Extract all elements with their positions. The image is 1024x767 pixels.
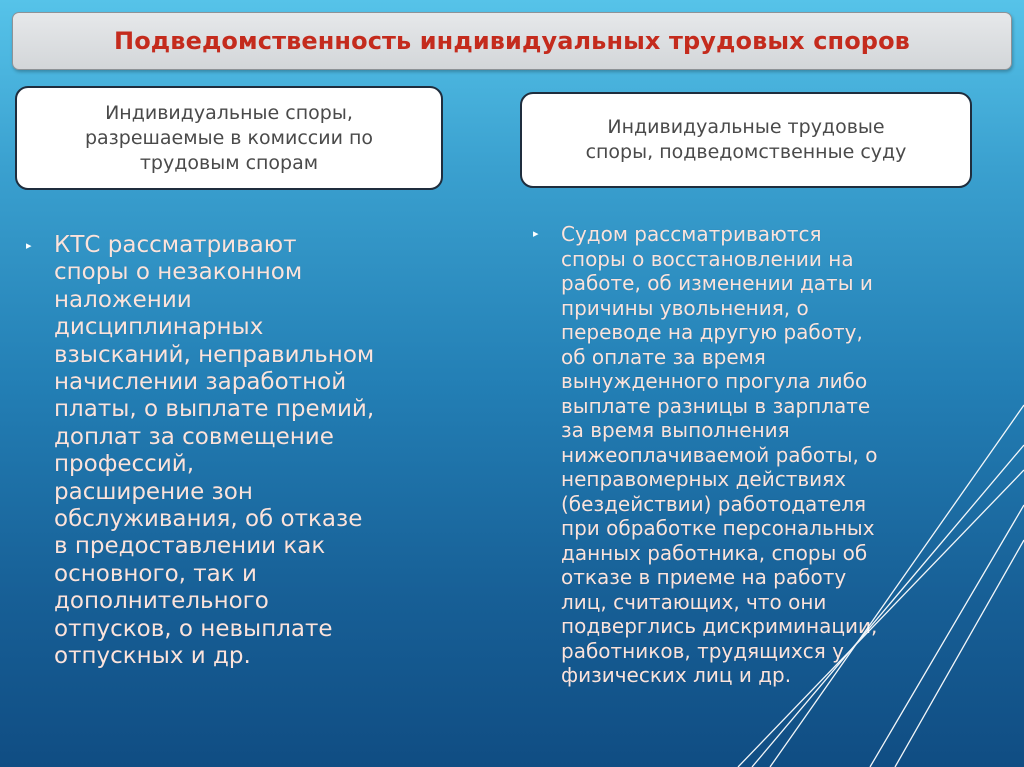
left-column xyxy=(26,232,446,671)
left-heading-text: Индивидуальные споры, разрешаемые в комиссии по трудовым спорам xyxy=(84,101,374,174)
bullet-arrow-icon: ▸ xyxy=(533,227,539,240)
list-item xyxy=(26,232,446,671)
list-item xyxy=(533,222,973,688)
right-heading-box xyxy=(520,92,972,188)
right-column xyxy=(533,222,973,688)
title-bar xyxy=(12,12,1012,70)
bullet-arrow-icon: ▸ xyxy=(26,239,32,252)
left-heading-box xyxy=(15,86,443,190)
right-column-text: Судом рассматриваются споры о восстановлении на работе, об изменении даты и причины увольнения, о переводе на другую работу, об оплате за время вынужденного прогула либо выплате разницы в зарплате за время выполнения нижеоплачиваемой работы, о неправомерных действиях (бездействии) работодателя при обработке персональных данных работника, споры об отказе в приеме на работу лиц, считающих, что они подверглись дискриминации, работников, трудящихся у физических лиц и др. xyxy=(561,222,878,687)
slide-title: Подведомственность индивидуальных трудовых споров xyxy=(114,27,910,55)
left-column-text: КТС рассматривают споры о незаконном наложении дисциплинарных взысканий, неправильном начислении заработной платы, о выплате премий, доплат за совмещение профессий, расширение зон обслуживания, об отказе в предоставлении как основного, так и дополнительного отпусков, о невыплате отпускных и др. xyxy=(54,232,375,670)
right-heading-text: Индивидуальные трудовые споры, подведомственные суду xyxy=(585,116,907,163)
